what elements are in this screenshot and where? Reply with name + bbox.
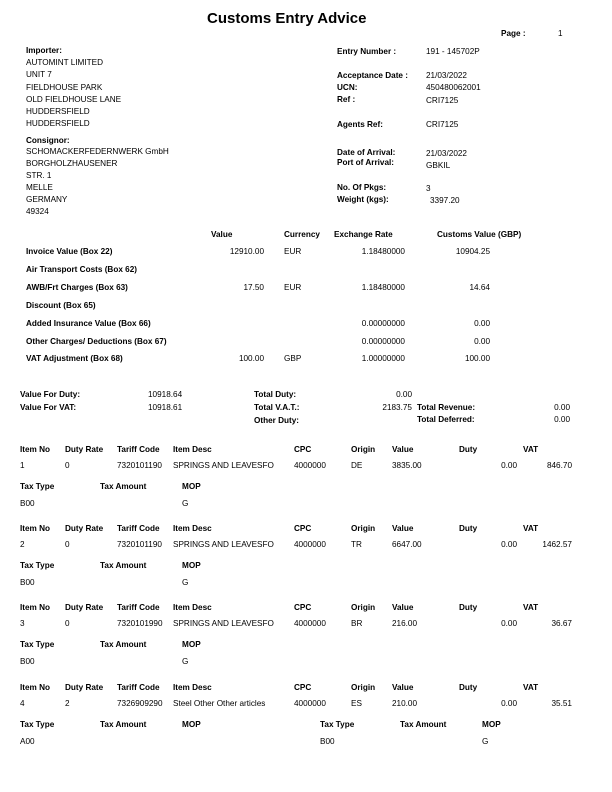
importer-line: UNIT 7 xyxy=(26,70,52,79)
item-vat: 1462.57 xyxy=(542,540,572,549)
date-of-arrival-label: Date of Arrival: xyxy=(337,148,396,157)
mop-header: MOP xyxy=(182,561,201,570)
consignor-line: SCHOMACKERFEDERNWERK GmbH xyxy=(26,147,169,156)
mop-header: MOP xyxy=(482,720,501,729)
item-rate: 2 xyxy=(65,699,70,708)
item-header-value: Value xyxy=(392,524,414,533)
item-header-item-desc: Item Desc xyxy=(173,683,212,692)
item-header-duty-rate: Duty Rate xyxy=(65,603,104,612)
item-origin: TR xyxy=(351,540,362,549)
tax-amount-header: Tax Amount xyxy=(400,720,447,729)
item-tariff: 7320101190 xyxy=(117,461,162,470)
row-label: Air Transport Costs (Box 62) xyxy=(26,265,138,274)
item-header-cpc: CPC xyxy=(294,683,312,692)
tax-type: B00 xyxy=(20,578,35,587)
item-vat: 36.67 xyxy=(551,619,572,628)
col-currency-header: Currency xyxy=(284,230,320,239)
row-rate: 1.18480000 xyxy=(361,283,405,292)
value-for-vat-label: Value For VAT: xyxy=(20,403,77,412)
item-no: 3 xyxy=(20,619,25,628)
item-cpc: 4000000 xyxy=(294,540,326,549)
item-tariff: 7326909290 xyxy=(117,699,163,708)
item-origin: ES xyxy=(351,699,362,708)
item-header-vat: VAT xyxy=(523,524,539,533)
importer-line: HUDDERSFIELD xyxy=(26,119,90,128)
item-rate: 0 xyxy=(65,540,70,549)
item-header-item-desc: Item Desc xyxy=(173,524,212,533)
port-of-arrival: GBKIL xyxy=(426,161,451,170)
no-of-pkgs: 3 xyxy=(426,184,431,193)
entry-number-label: Entry Number : xyxy=(337,47,397,56)
tax-type-header: Tax Type xyxy=(20,640,55,649)
consignor-line: MELLE xyxy=(26,183,53,192)
agents-ref: CRI7125 xyxy=(426,120,459,129)
item-header-origin: Origin xyxy=(351,524,376,533)
item-value: 3835.00 xyxy=(392,461,422,470)
row-value: 12910.00 xyxy=(229,247,264,256)
item-header-duty-rate: Duty Rate xyxy=(65,445,104,454)
mop-value: G xyxy=(182,578,189,587)
row-label: Other Charges/ Deductions (Box 67) xyxy=(26,337,167,346)
item-header-value: Value xyxy=(392,683,414,692)
item-tariff: 7320101190 xyxy=(117,540,162,549)
ref-label: Ref : xyxy=(337,95,356,104)
item-duty: 0.00 xyxy=(501,619,517,628)
item-header-tariff-code: Tariff Code xyxy=(117,445,160,454)
total-revenue-label: Total Revenue: xyxy=(417,403,476,412)
item-header-tariff-code: Tariff Code xyxy=(117,683,160,692)
tax-type-header: Tax Type xyxy=(20,561,55,570)
item-rate: 0 xyxy=(65,619,70,628)
row-currency: GBP xyxy=(284,354,302,363)
item-duty: 0.00 xyxy=(501,461,517,470)
total-duty: 0.00 xyxy=(396,390,412,399)
row-label: Invoice Value (Box 22) xyxy=(26,247,113,256)
value-for-duty-label: Value For Duty: xyxy=(20,390,81,399)
port-of-arrival-label: Port of Arrival: xyxy=(337,158,395,167)
item-rate: 0 xyxy=(65,461,70,470)
item-duty: 0.00 xyxy=(501,540,517,549)
consignor-line: BORGHOLZHAUSENER xyxy=(26,159,118,168)
total-vat-label: Total V.A.T.: xyxy=(254,403,300,412)
item-header-tariff-code: Tariff Code xyxy=(117,603,160,612)
item-tariff: 7320101990 xyxy=(117,619,163,628)
date-of-arrival: 21/03/2022 xyxy=(426,149,467,158)
total-deferred: 0.00 xyxy=(554,415,570,424)
item-header-tariff-code: Tariff Code xyxy=(117,524,160,533)
tax-type: A00 xyxy=(20,737,35,746)
entry-number: 191 - 145702P xyxy=(426,47,480,56)
item-no: 1 xyxy=(20,461,25,470)
item-header-origin: Origin xyxy=(351,445,376,454)
item-desc: SPRINGS AND LEAVESFO xyxy=(173,619,274,628)
item-cpc: 4000000 xyxy=(294,619,326,628)
item-value: 6647.00 xyxy=(392,540,422,549)
item-header-duty: Duty xyxy=(459,524,478,533)
tax-type-header: Tax Type xyxy=(20,482,55,491)
row-label: AWB/Frt Charges (Box 63) xyxy=(26,283,128,292)
consignor-line: 49324 xyxy=(26,207,49,216)
item-header-item-desc: Item Desc xyxy=(173,603,212,612)
item-no: 4 xyxy=(20,699,25,708)
item-header-origin: Origin xyxy=(351,683,376,692)
ref: CRI7125 xyxy=(426,96,459,105)
item-vat: 846.70 xyxy=(546,461,572,470)
item-header-cpc: CPC xyxy=(294,603,312,612)
item-header-duty-rate: Duty Rate xyxy=(65,524,104,533)
page-number: 1 xyxy=(558,29,563,38)
tax-amount-header: Tax Amount xyxy=(100,561,147,570)
item-header-cpc: CPC xyxy=(294,524,312,533)
row-customs-value: 10904.25 xyxy=(455,247,490,256)
importer-line: FIELDHOUSE PARK xyxy=(26,83,103,92)
item-header-item-no: Item No xyxy=(20,524,51,533)
tax-type: B00 xyxy=(320,737,335,746)
row-rate: 1.18480000 xyxy=(361,247,405,256)
item-header-value: Value xyxy=(392,603,414,612)
row-rate: 0.00000000 xyxy=(361,337,405,346)
row-customs-value: 100.00 xyxy=(464,354,490,363)
mop-header: MOP xyxy=(182,482,201,491)
item-value: 210.00 xyxy=(392,699,418,708)
row-value: 17.50 xyxy=(243,283,264,292)
tax-amount-header: Tax Amount xyxy=(100,482,147,491)
consignor-line: STR. 1 xyxy=(26,171,52,180)
value-for-duty: 10918.64 xyxy=(148,390,183,399)
mop-value: G xyxy=(182,657,189,666)
item-header-item-no: Item No xyxy=(20,683,51,692)
tax-amount-header: Tax Amount xyxy=(100,720,147,729)
weight: 3397.20 xyxy=(430,196,460,205)
total-revenue: 0.00 xyxy=(554,403,570,412)
no-of-pkgs-label: No. Of Pkgs: xyxy=(337,183,387,192)
ucn: 450480062001 xyxy=(426,83,481,92)
row-label: Added Insurance Value (Box 66) xyxy=(26,319,151,328)
mop-value: G xyxy=(182,499,189,508)
item-header-value: Value xyxy=(392,445,414,454)
item-no: 2 xyxy=(20,540,25,549)
row-currency: EUR xyxy=(284,283,302,292)
consignor-line: GERMANY xyxy=(26,195,68,204)
item-header-item-no: Item No xyxy=(20,603,51,612)
tax-type-header: Tax Type xyxy=(320,720,355,729)
item-header-duty-rate: Duty Rate xyxy=(65,683,104,692)
row-label: Discount (Box 65) xyxy=(26,301,96,310)
item-header-vat: VAT xyxy=(523,683,539,692)
tax-type: B00 xyxy=(20,657,35,666)
item-header-duty: Duty xyxy=(459,445,478,454)
page-label: Page : xyxy=(501,29,526,38)
acceptance-date-label: Acceptance Date : xyxy=(337,71,408,80)
row-customs-value: 14.64 xyxy=(469,283,490,292)
item-header-duty: Duty xyxy=(459,603,478,612)
total-duty-label: Total Duty: xyxy=(254,390,297,399)
item-header-vat: VAT xyxy=(523,445,539,454)
col-exchange-rate-header: Exchange Rate xyxy=(334,230,393,239)
ucn-label: UCN: xyxy=(337,83,358,92)
item-desc: SPRINGS AND LEAVESFO xyxy=(173,540,274,549)
row-customs-value: 0.00 xyxy=(474,319,490,328)
tax-amount-header: Tax Amount xyxy=(100,640,147,649)
other-duty-label: Other Duty: xyxy=(254,416,300,425)
item-vat: 35.51 xyxy=(551,699,572,708)
item-value: 216.00 xyxy=(392,619,418,628)
row-rate: 0.00000000 xyxy=(361,319,405,328)
item-cpc: 4000000 xyxy=(294,699,326,708)
item-header-vat: VAT xyxy=(523,603,539,612)
row-value: 100.00 xyxy=(238,354,264,363)
mop-header: MOP xyxy=(182,640,201,649)
total-vat: 2183.75 xyxy=(382,403,412,412)
page-title: Customs Entry Advice xyxy=(207,10,367,27)
mop-header: MOP xyxy=(182,720,201,729)
tax-type-header: Tax Type xyxy=(20,720,55,729)
col-customs-value-header: Customs Value (GBP) xyxy=(437,230,522,239)
item-header-item-desc: Item Desc xyxy=(173,445,212,454)
item-header-duty: Duty xyxy=(459,683,478,692)
item-desc: SPRINGS AND LEAVESFO xyxy=(173,461,274,470)
weight-label: Weight (kgs): xyxy=(337,195,389,204)
item-duty: 0.00 xyxy=(501,699,517,708)
item-origin: BR xyxy=(351,619,363,628)
value-for-vat: 10918.61 xyxy=(148,403,183,412)
item-header-cpc: CPC xyxy=(294,445,312,454)
item-header-item-no: Item No xyxy=(20,445,51,454)
item-desc: Steel Other Other articles xyxy=(173,699,266,708)
item-origin: DE xyxy=(351,461,363,470)
row-rate: 1.00000000 xyxy=(361,354,405,363)
agents-ref-label: Agents Ref: xyxy=(337,120,383,129)
importer-line: OLD FIELDHOUSE LANE xyxy=(26,95,122,104)
row-label: VAT Adjustment (Box 68) xyxy=(26,354,123,363)
acceptance-date: 21/03/2022 xyxy=(426,71,467,80)
col-value-header: Value xyxy=(211,230,233,239)
mop-value: G xyxy=(482,737,489,746)
consignor-label: Consignor: xyxy=(26,136,70,145)
item-cpc: 4000000 xyxy=(294,461,326,470)
importer-label: Importer: xyxy=(26,46,62,55)
total-deferred-label: Total Deferred: xyxy=(417,415,475,424)
row-currency: EUR xyxy=(284,247,302,256)
importer-line: AUTOMINT LIMITED xyxy=(26,58,104,67)
tax-type: B00 xyxy=(20,499,35,508)
row-customs-value: 0.00 xyxy=(474,337,490,346)
importer-line: HUDDERSFIELD xyxy=(26,107,90,116)
item-header-origin: Origin xyxy=(351,603,376,612)
